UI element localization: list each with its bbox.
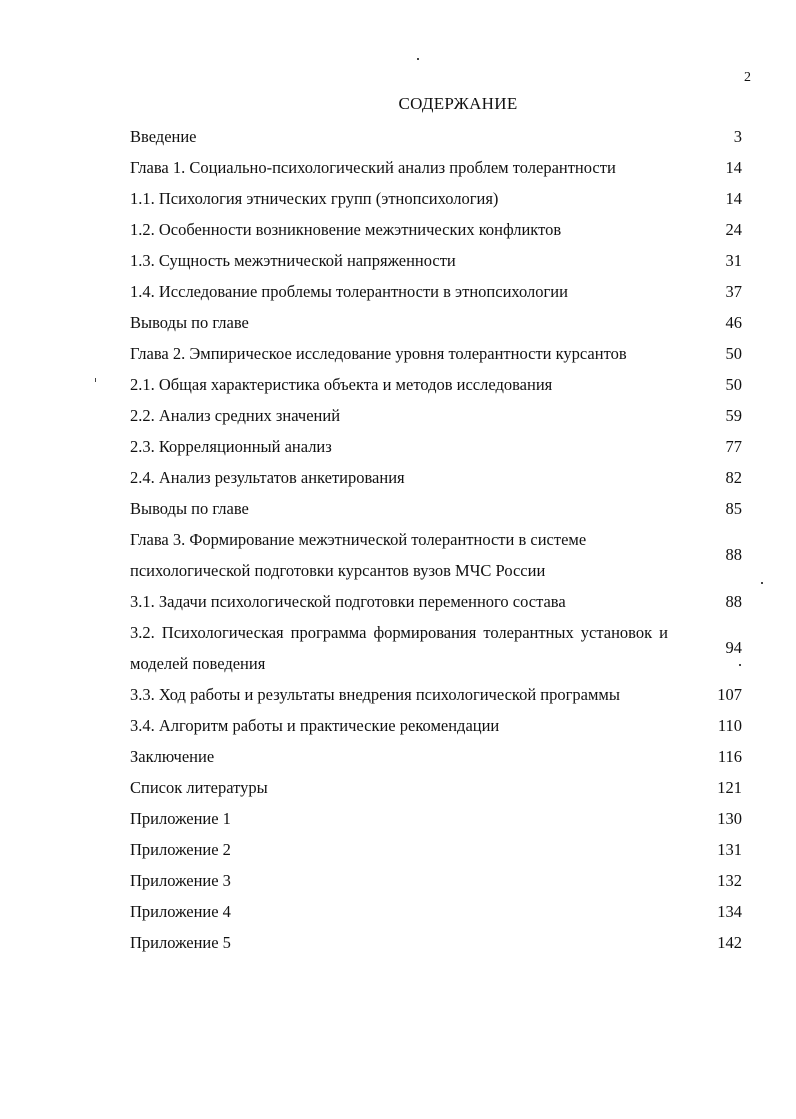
scan-speck xyxy=(417,58,419,60)
toc-entry-title: Приложение 3 xyxy=(130,871,231,890)
toc-entry-page: 37 xyxy=(725,282,742,301)
toc-entry xyxy=(130,276,742,307)
toc-entry xyxy=(130,152,742,183)
toc-entry-page: 131 xyxy=(717,840,742,859)
toc-entry-page: 132 xyxy=(717,871,742,890)
toc-entry xyxy=(130,307,742,338)
toc-entry-page: 94 xyxy=(725,638,742,657)
toc-entry-page: 24 xyxy=(725,220,742,239)
toc-entry-page: 142 xyxy=(717,933,742,952)
toc-entry-page: 88 xyxy=(725,592,742,611)
toc-entry-title: Глава 2. Эмпирическое исследование уровня толерантности курсантов xyxy=(130,344,627,363)
toc-entry-title: Приложение 5 xyxy=(130,933,231,952)
scan-speck xyxy=(95,378,96,382)
toc-entry-title: 1.2. Особенности возникновение межэтнических конфликтов xyxy=(130,220,562,239)
toc-entry xyxy=(130,586,742,617)
toc-entry xyxy=(130,183,742,214)
toc-entry xyxy=(130,524,742,586)
toc-entry-title: 1.1. Психология этнических групп (этнопсихология) xyxy=(130,189,499,208)
toc-entry-title: Заключение xyxy=(130,747,215,766)
toc-entry-title: 2.2. Анализ средних значений xyxy=(130,406,341,425)
toc-entry xyxy=(130,896,742,927)
toc-entry xyxy=(130,431,742,462)
toc-entry-title: 3.3. Ход работы и результаты внедрения психологической программы xyxy=(130,685,620,704)
toc-entry xyxy=(130,121,742,152)
toc-entry-title: Приложение 1 xyxy=(130,809,231,828)
toc-entry-page: 59 xyxy=(725,406,742,425)
toc-entry xyxy=(130,493,742,524)
toc-entry-page: 3 xyxy=(733,127,742,146)
toc-entry-page: 107 xyxy=(717,685,742,704)
toc-entry-page: 50 xyxy=(725,344,742,363)
toc-entry-title: Приложение 2 xyxy=(130,840,231,859)
toc-entry-title: 2.3. Корреляционный анализ xyxy=(130,437,332,456)
page-number: 2 xyxy=(744,70,751,85)
toc-entry-page: 121 xyxy=(717,778,742,797)
toc-entry-title: Введение xyxy=(130,127,197,146)
toc-entry xyxy=(130,462,742,493)
toc-entry-page: 46 xyxy=(725,313,742,332)
toc-entry-title: 1.4. Исследование проблемы толерантности в этнопсихологии xyxy=(130,282,568,301)
toc-entry-page: 82 xyxy=(725,468,742,487)
toc-entry xyxy=(130,338,742,369)
toc-entry xyxy=(130,803,742,834)
toc-entry-page: 77 xyxy=(725,437,742,456)
toc-entry xyxy=(130,245,742,276)
toc-entry-page: 116 xyxy=(717,747,742,766)
toc-entry-page: 31 xyxy=(725,251,742,270)
toc-entry xyxy=(130,214,742,245)
toc-entry-title: Выводы по главе xyxy=(130,499,249,518)
toc-entry xyxy=(130,400,742,431)
toc-entry-page: 88 xyxy=(725,545,742,564)
scan-speck xyxy=(761,582,763,584)
toc-entry-title: 3.4. Алгоритм работы и практические рекомендации xyxy=(130,716,500,735)
toc-entry xyxy=(130,369,742,400)
toc-entry xyxy=(130,741,742,772)
page-title: СОДЕРЖАНИЕ xyxy=(398,94,518,113)
toc-entry-title: 3.2. Психологическая программа формирования толерантных установок и моделей поведения xyxy=(130,623,668,673)
toc-entry-page: 14 xyxy=(725,189,742,208)
toc-entry-title: Список литературы xyxy=(130,778,268,797)
toc-entry-page: 14 xyxy=(725,158,742,177)
toc-entry-title: 3.1. Задачи психологической подготовки переменного состава xyxy=(130,592,566,611)
toc-entry xyxy=(130,772,742,803)
toc-entry-title: 2.1. Общая характеристика объекта и методов исследования xyxy=(130,375,553,394)
table-of-contents xyxy=(130,121,742,958)
toc-entry-page: 110 xyxy=(717,716,742,735)
toc-entry-page: 134 xyxy=(717,902,742,921)
toc-entry-page: 85 xyxy=(725,499,742,518)
toc-entry xyxy=(130,679,742,710)
toc-entry-title: Выводы по главе xyxy=(130,313,249,332)
toc-entry-title: Глава 3. Формирование межэтнической толерантности в системе психологической подготовки курсантов вузов МЧС России xyxy=(130,530,587,580)
toc-entry-title: Приложение 4 xyxy=(130,902,231,921)
toc-entry xyxy=(130,865,742,896)
toc-entry xyxy=(130,617,742,679)
toc-entry-title: Глава 1. Социально-психологический анализ проблем толерантности xyxy=(130,158,616,177)
toc-entry xyxy=(130,834,742,865)
toc-entry-page: 50 xyxy=(725,375,742,394)
toc-entry-title: 1.3. Сущность межэтнической напряженности xyxy=(130,251,456,270)
toc-entry-title: 2.4. Анализ результатов анкетирования xyxy=(130,468,405,487)
toc-entry-page: 130 xyxy=(717,809,742,828)
toc-entry xyxy=(130,927,742,958)
toc-entry xyxy=(130,710,742,741)
